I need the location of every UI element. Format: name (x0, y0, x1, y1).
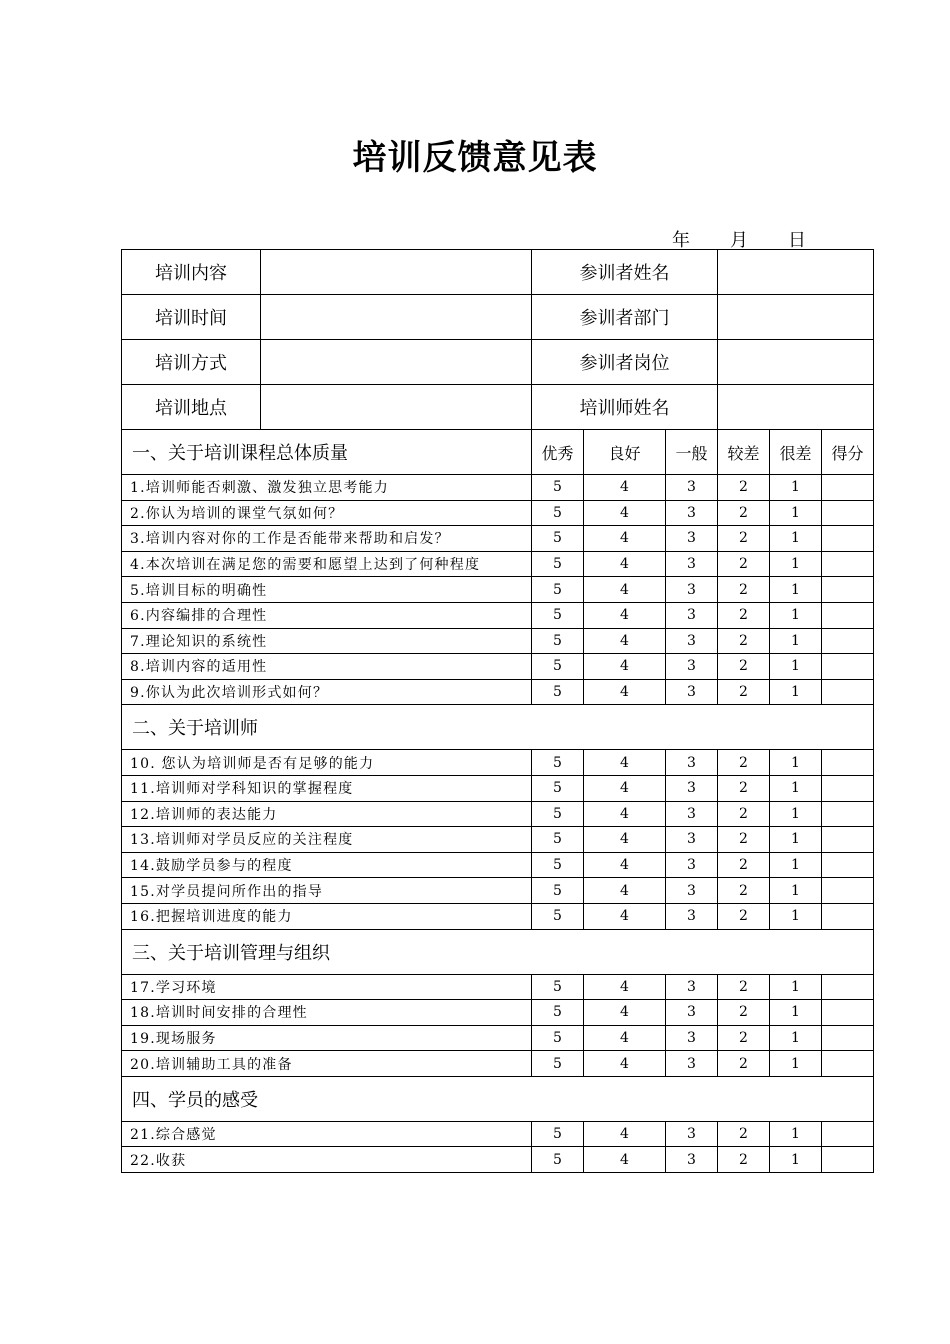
score-option[interactable]: 3 (666, 1000, 718, 1026)
info-row (122, 385, 874, 430)
score-option[interactable]: 4 (584, 1000, 666, 1026)
info-value-field-2[interactable] (718, 340, 874, 385)
section-title: 一、关于培训课程总体质量 (122, 430, 532, 475)
score-option[interactable]: 1 (770, 878, 822, 904)
score-option[interactable]: 3 (666, 801, 718, 827)
question-row (122, 602, 874, 628)
score-option[interactable]: 1 (770, 628, 822, 654)
question-text: 6.内容编排的合理性 (122, 602, 532, 628)
score-option[interactable]: 3 (666, 903, 718, 929)
score-field[interactable] (822, 1000, 874, 1026)
score-option[interactable]: 3 (666, 500, 718, 526)
score-option[interactable]: 4 (584, 551, 666, 577)
score-option[interactable]: 5 (532, 526, 584, 552)
rating-header: 较差 (718, 430, 770, 475)
score-option[interactable]: 2 (718, 878, 770, 904)
score-field[interactable] (822, 577, 874, 603)
score-option[interactable]: 3 (666, 1147, 718, 1173)
date-day-label: 日 (788, 230, 806, 251)
score-option[interactable]: 5 (532, 750, 584, 776)
question-text: 9.你认为此次培训形式如何？ (122, 679, 532, 705)
question-text: 13.培训师对学员反应的关注程度 (122, 827, 532, 853)
score-field[interactable] (822, 679, 874, 705)
question-row (122, 775, 874, 801)
score-option[interactable]: 1 (770, 974, 822, 1000)
score-option[interactable]: 3 (666, 654, 718, 680)
info-value-field[interactable] (261, 385, 532, 430)
question-row (122, 679, 874, 705)
score-field[interactable] (822, 628, 874, 654)
score-option[interactable]: 4 (584, 500, 666, 526)
question-text: 16.把握培训进度的能力 (122, 903, 532, 929)
score-option[interactable]: 1 (770, 654, 822, 680)
score-option[interactable]: 3 (666, 775, 718, 801)
section-header-row (122, 1076, 874, 1121)
score-option[interactable]: 4 (584, 602, 666, 628)
feedback-table-body (122, 250, 874, 1173)
score-option[interactable]: 2 (718, 750, 770, 776)
feedback-table (121, 249, 874, 1173)
info-label: 培训方式 (122, 340, 261, 385)
score-option[interactable]: 5 (532, 827, 584, 853)
question-row (122, 827, 874, 853)
score-option[interactable]: 1 (770, 903, 822, 929)
rating-header: 良好 (584, 430, 666, 475)
score-option[interactable]: 4 (584, 974, 666, 1000)
score-option[interactable]: 2 (718, 602, 770, 628)
score-field[interactable] (822, 801, 874, 827)
question-row (122, 1051, 874, 1077)
section-header-row (122, 705, 874, 750)
question-text: 20.培训辅助工具的准备 (122, 1051, 532, 1077)
score-option[interactable]: 5 (532, 551, 584, 577)
score-field[interactable] (822, 1147, 874, 1173)
score-option[interactable]: 5 (532, 1147, 584, 1173)
score-option[interactable]: 5 (532, 903, 584, 929)
score-option[interactable]: 1 (770, 775, 822, 801)
score-option[interactable]: 4 (584, 903, 666, 929)
question-text: 19.现场服务 (122, 1025, 532, 1051)
score-option[interactable]: 2 (718, 852, 770, 878)
score-option[interactable]: 2 (718, 903, 770, 929)
question-row (122, 878, 874, 904)
question-text: 1.培训师能否刺激、激发独立思考能力 (122, 475, 532, 501)
score-option[interactable]: 4 (584, 1025, 666, 1051)
score-field[interactable] (822, 654, 874, 680)
score-option[interactable]: 4 (584, 628, 666, 654)
score-option[interactable]: 5 (532, 500, 584, 526)
score-field[interactable] (822, 827, 874, 853)
page-title: 培训反馈意见表 (352, 138, 598, 178)
score-option[interactable]: 4 (584, 526, 666, 552)
score-option[interactable]: 5 (532, 1000, 584, 1026)
score-option[interactable]: 2 (718, 974, 770, 1000)
info-label: 培训内容 (122, 250, 261, 295)
score-option[interactable]: 3 (666, 551, 718, 577)
question-text: 2.你认为培训的课堂气氛如何？ (122, 500, 532, 526)
score-option[interactable]: 2 (718, 551, 770, 577)
info-value-field[interactable] (261, 295, 532, 340)
score-option[interactable]: 3 (666, 679, 718, 705)
score-option[interactable]: 5 (532, 628, 584, 654)
question-row (122, 1000, 874, 1026)
score-option[interactable]: 5 (532, 878, 584, 904)
score-option[interactable]: 5 (532, 974, 584, 1000)
section-title: 四、学员的感受 (122, 1076, 874, 1121)
rating-header: 优秀 (532, 430, 584, 475)
question-row (122, 1121, 874, 1147)
info-label-2: 培训师姓名 (532, 385, 718, 430)
score-field[interactable] (822, 974, 874, 1000)
score-option[interactable]: 4 (584, 577, 666, 603)
date-month-label: 月 (730, 230, 748, 251)
score-option[interactable]: 3 (666, 750, 718, 776)
score-option[interactable]: 4 (584, 1051, 666, 1077)
score-option[interactable]: 1 (770, 1147, 822, 1173)
score-option[interactable]: 3 (666, 526, 718, 552)
score-option[interactable]: 2 (718, 628, 770, 654)
info-label: 培训时间 (122, 295, 261, 340)
score-option[interactable]: 1 (770, 1051, 822, 1077)
score-field[interactable] (822, 750, 874, 776)
score-option[interactable]: 4 (584, 750, 666, 776)
question-row (122, 801, 874, 827)
score-option[interactable]: 1 (770, 526, 822, 552)
score-option[interactable]: 2 (718, 500, 770, 526)
score-option[interactable]: 1 (770, 801, 822, 827)
score-option[interactable]: 4 (584, 775, 666, 801)
question-text: 8.培训内容的适用性 (122, 654, 532, 680)
info-row (122, 295, 874, 340)
score-option[interactable]: 2 (718, 577, 770, 603)
score-option[interactable]: 3 (666, 1025, 718, 1051)
score-option[interactable]: 3 (666, 475, 718, 501)
score-option[interactable]: 1 (770, 1000, 822, 1026)
score-field[interactable] (822, 878, 874, 904)
score-option[interactable]: 4 (584, 1147, 666, 1173)
score-option[interactable]: 5 (532, 801, 584, 827)
score-option[interactable]: 2 (718, 1147, 770, 1173)
score-option[interactable]: 2 (718, 526, 770, 552)
score-field[interactable] (822, 551, 874, 577)
info-row (122, 340, 874, 385)
score-option[interactable]: 3 (666, 827, 718, 853)
question-row (122, 750, 874, 776)
score-option[interactable]: 4 (584, 679, 666, 705)
question-row (122, 526, 874, 552)
score-option[interactable]: 1 (770, 827, 822, 853)
info-value-field-2[interactable] (718, 385, 874, 430)
question-row (122, 475, 874, 501)
score-option[interactable]: 2 (718, 1121, 770, 1147)
score-option[interactable]: 1 (770, 475, 822, 501)
info-label-2: 参训者部门 (532, 295, 718, 340)
score-option[interactable]: 4 (584, 801, 666, 827)
question-row (122, 852, 874, 878)
rating-header: 一般 (666, 430, 718, 475)
question-text: 14.鼓励学员参与的程度 (122, 852, 532, 878)
question-text: 4.本次培训在满足您的需要和愿望上达到了何种程度 (122, 551, 532, 577)
question-text: 15.对学员提问所作出的指导 (122, 878, 532, 904)
question-text: 7.理论知识的系统性 (122, 628, 532, 654)
score-option[interactable]: 4 (584, 878, 666, 904)
score-option[interactable]: 1 (770, 577, 822, 603)
score-field[interactable] (822, 903, 874, 929)
question-text: 10. 您认为培训师是否有足够的能力 (122, 750, 532, 776)
section-header-row (122, 430, 874, 475)
score-option[interactable]: 3 (666, 1121, 718, 1147)
info-value-field[interactable] (261, 250, 532, 295)
date-year-label: 年 (672, 230, 690, 251)
info-label-2: 参训者姓名 (532, 250, 718, 295)
score-option[interactable]: 3 (666, 577, 718, 603)
score-option[interactable]: 1 (770, 679, 822, 705)
score-option[interactable]: 2 (718, 801, 770, 827)
question-row (122, 500, 874, 526)
score-option[interactable]: 3 (666, 852, 718, 878)
score-option[interactable]: 2 (718, 1000, 770, 1026)
score-option[interactable]: 4 (584, 654, 666, 680)
score-field[interactable] (822, 1121, 874, 1147)
score-option[interactable]: 5 (532, 1121, 584, 1147)
info-label: 培训地点 (122, 385, 261, 430)
question-row (122, 903, 874, 929)
score-option[interactable]: 4 (584, 852, 666, 878)
question-row (122, 654, 874, 680)
info-value-field-2[interactable] (718, 295, 874, 340)
score-option[interactable]: 1 (770, 1025, 822, 1051)
question-text: 17.学习环境 (122, 974, 532, 1000)
score-option[interactable]: 4 (584, 475, 666, 501)
score-field[interactable] (822, 1025, 874, 1051)
question-text: 3.培训内容对你的工作是否能带来帮助和启发？ (122, 526, 532, 552)
score-option[interactable]: 5 (532, 654, 584, 680)
score-option[interactable]: 2 (718, 1051, 770, 1077)
score-option[interactable]: 5 (532, 602, 584, 628)
score-field[interactable] (822, 526, 874, 552)
question-row (122, 1025, 874, 1051)
score-option[interactable]: 5 (532, 475, 584, 501)
score-option[interactable]: 1 (770, 852, 822, 878)
score-option[interactable]: 1 (770, 602, 822, 628)
score-field[interactable] (822, 602, 874, 628)
score-option[interactable]: 3 (666, 602, 718, 628)
score-option[interactable]: 1 (770, 551, 822, 577)
question-row (122, 628, 874, 654)
score-option[interactable]: 5 (532, 1051, 584, 1077)
question-text: 12.培训师的表达能力 (122, 801, 532, 827)
score-option[interactable]: 2 (718, 1025, 770, 1051)
question-row (122, 974, 874, 1000)
question-row (122, 577, 874, 603)
info-row (122, 250, 874, 295)
score-option[interactable]: 3 (666, 878, 718, 904)
score-option[interactable]: 5 (532, 1025, 584, 1051)
score-option[interactable]: 5 (532, 679, 584, 705)
score-option[interactable]: 2 (718, 475, 770, 501)
score-option[interactable]: 1 (770, 500, 822, 526)
question-text: 18.培训时间安排的合理性 (122, 1000, 532, 1026)
score-option[interactable]: 5 (532, 577, 584, 603)
score-option[interactable]: 2 (718, 827, 770, 853)
score-option[interactable]: 2 (718, 679, 770, 705)
question-text: 22.收获 (122, 1147, 532, 1173)
score-field[interactable] (822, 1051, 874, 1077)
score-field[interactable] (822, 852, 874, 878)
score-option[interactable]: 2 (718, 654, 770, 680)
rating-header: 得分 (822, 430, 874, 475)
info-label-2: 参训者岗位 (532, 340, 718, 385)
question-row (122, 1147, 874, 1173)
score-option[interactable]: 4 (584, 827, 666, 853)
score-field[interactable] (822, 500, 874, 526)
score-option[interactable]: 2 (718, 775, 770, 801)
section-title: 三、关于培训管理与组织 (122, 929, 874, 974)
question-text: 5.培训目标的明确性 (122, 577, 532, 603)
section-header-row (122, 929, 874, 974)
score-option[interactable]: 3 (666, 974, 718, 1000)
score-field[interactable] (822, 775, 874, 801)
question-row (122, 551, 874, 577)
score-option[interactable]: 5 (532, 775, 584, 801)
score-option[interactable]: 1 (770, 750, 822, 776)
section-title: 二、关于培训师 (122, 705, 874, 750)
info-value-field[interactable] (261, 340, 532, 385)
info-value-field-2[interactable] (718, 250, 874, 295)
score-option[interactable]: 3 (666, 628, 718, 654)
question-text: 11.培训师对学科知识的掌握程度 (122, 775, 532, 801)
score-option[interactable]: 5 (532, 852, 584, 878)
score-field[interactable] (822, 475, 874, 501)
score-option[interactable]: 1 (770, 1121, 822, 1147)
score-option[interactable]: 3 (666, 1051, 718, 1077)
score-option[interactable]: 4 (584, 1121, 666, 1147)
question-text: 21.综合感觉 (122, 1121, 532, 1147)
rating-header: 很差 (770, 430, 822, 475)
